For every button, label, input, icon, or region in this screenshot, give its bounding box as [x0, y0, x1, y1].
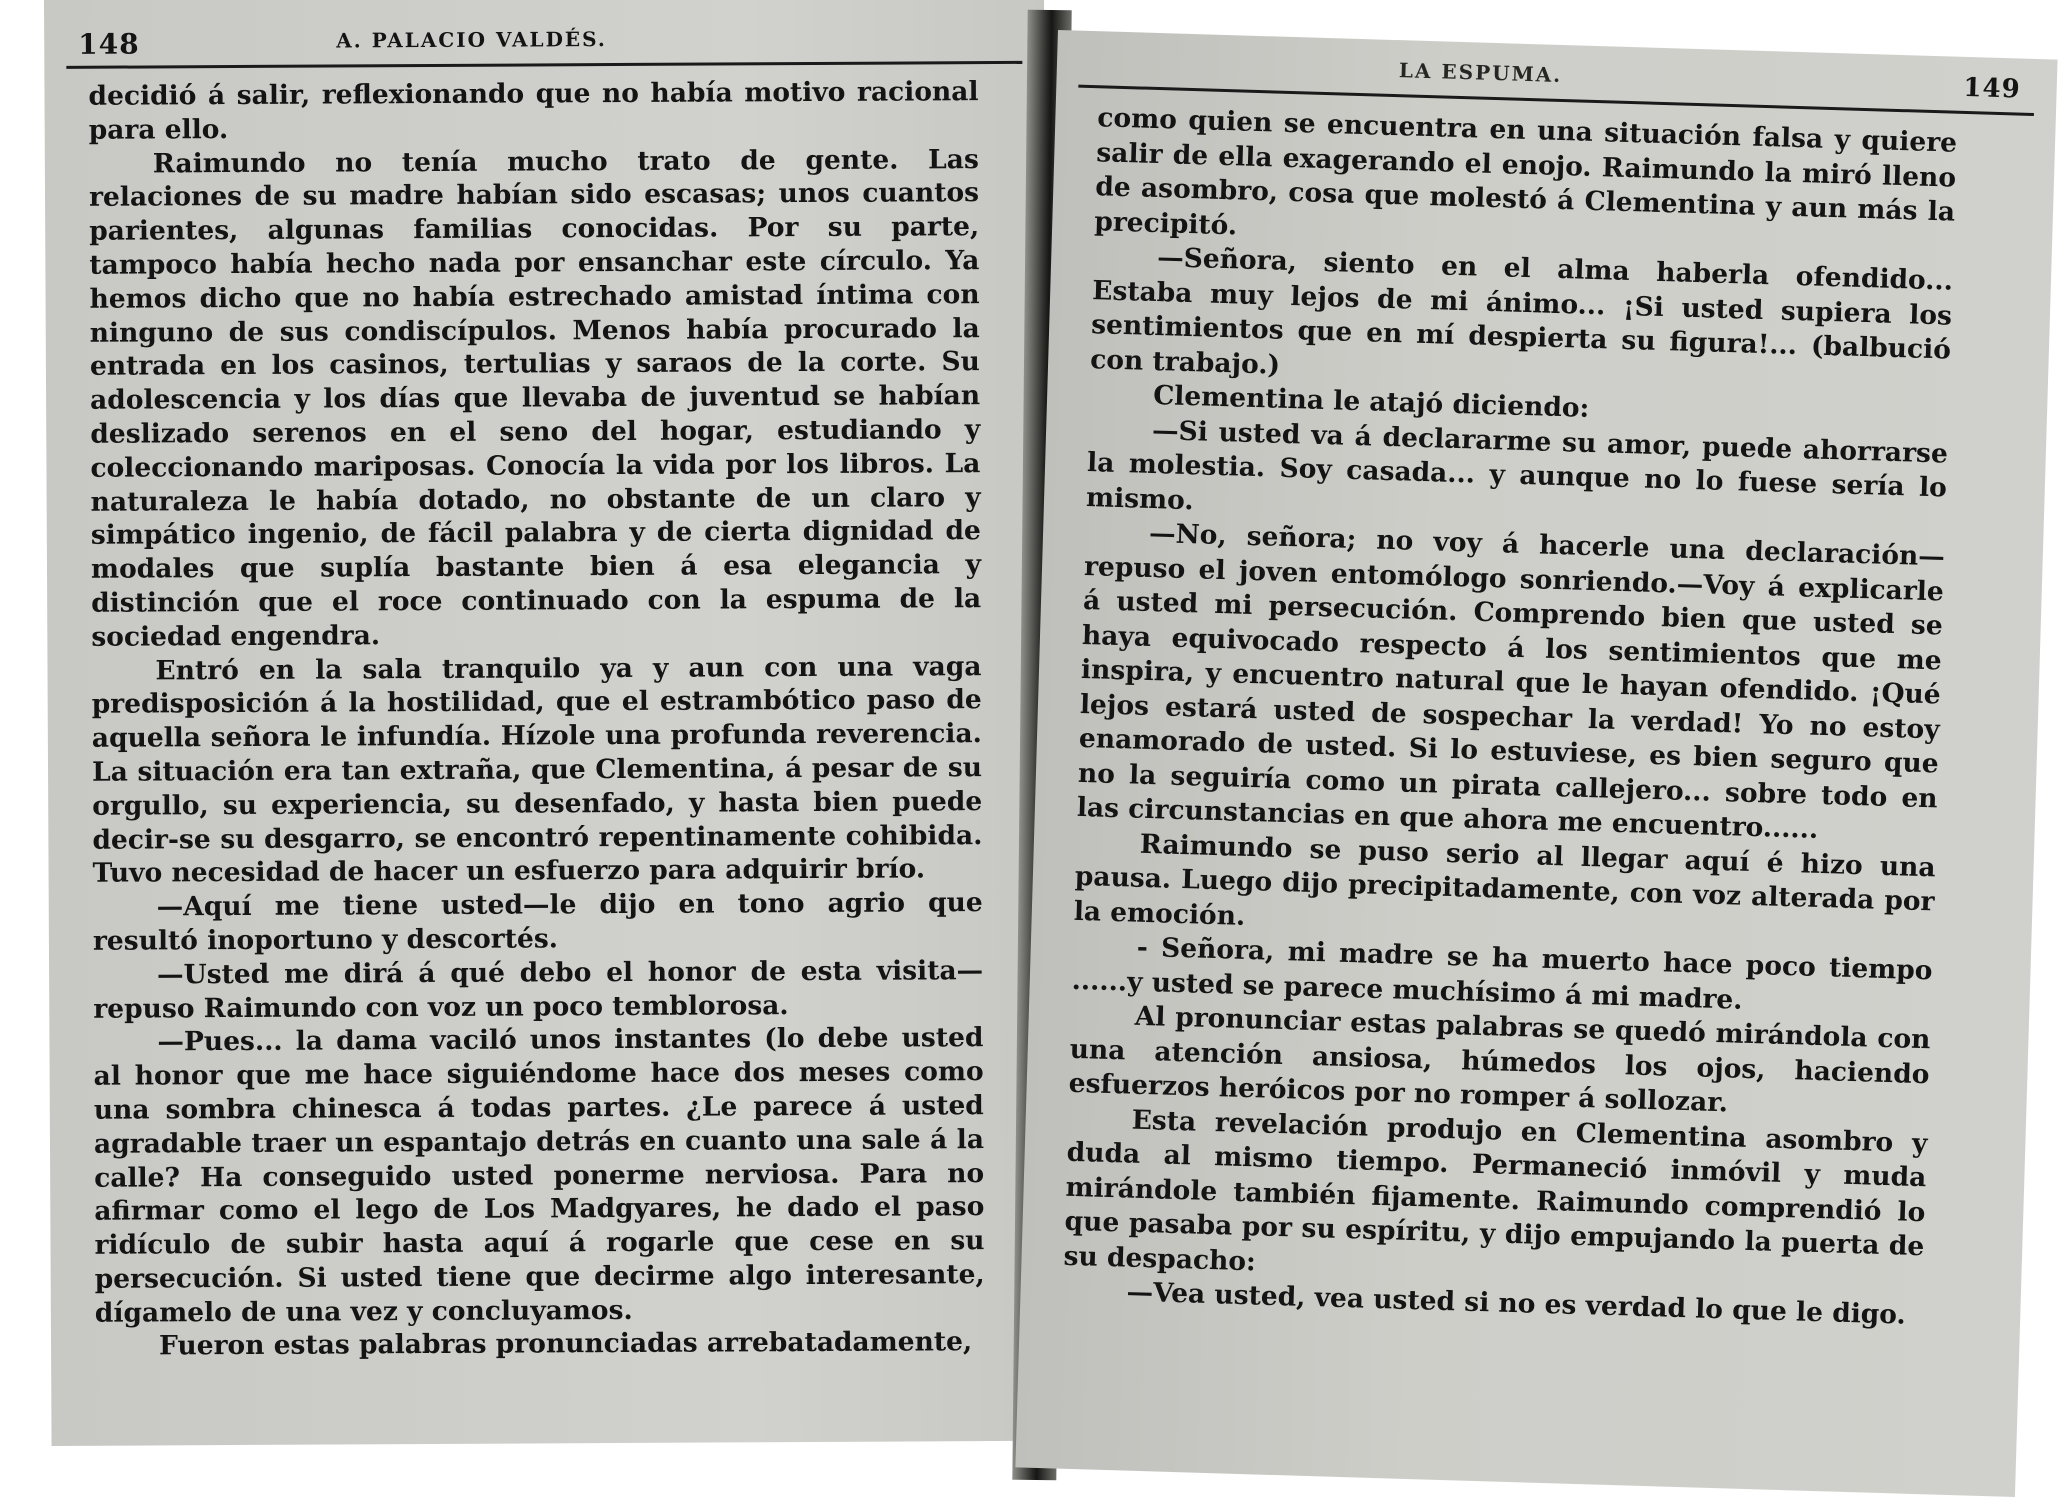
left-running-head: A. PALACIO VALDÉS.: [336, 27, 607, 53]
paragraph: Al pronunciar estas palabras se quedó mirándola con una atención ansiosa, húmedos los ojos, haciendo esfuerzos heróicos por no romper á sollozar.: [1068, 1000, 1931, 1119]
paragraph: decidió á salir, reflexionando que no había motivo racional para ello.: [88, 76, 979, 146]
paragraph: —Aquí me tiene usted—le dijo en tono agrio que resultó inoportuno y descortés.: [92, 887, 983, 957]
paragraph: - Señora, mi madre se ha muerto hace poco tiempo ......y usted se parece muchísimo á mi madre.: [1071, 931, 1933, 1016]
paragraph: Clementina le atajó diciendo:: [1152, 379, 1590, 424]
right-page: [1015, 30, 2057, 1497]
paragraph: —Si usted va á declararme su amor, puede ahorrarse la molestia. Soy casada... y aunque no lo fuese sería lo mismo.: [1085, 414, 1949, 516]
paragraph: —Pues... la dama vaciló unos instantes (lo debe usted al honor que me hace siguiéndome hace dos meses como una sombra chinesca á todas partes. ¿Le parece á usted agradable traer un espantajo detrás en cuanto una sale á la calle? Ha conseguido usted ponerme nerviosa. Para no afirmar como el lego de Los Madgyares, he dado el paso ridículo de subir hasta aquí á rogarle que cese en su persecución. Si usted tiene que decirme algo interesante, dígamelo de una vez y concluyamos.: [93, 1022, 985, 1329]
paragraph: —Vea usted, vea usted si no es verdad lo que le digo.: [1126, 1276, 1907, 1331]
paragraph: Entró en la sala tranquilo ya y aun con una vaga predisposición á la hostilidad, que el estrambótico paso de aquella señora le infundía. Hízole una profunda reverencia. La situación era tan extraña, que Clementina, á pesar de su orgullo, su experiencia, su desenfado, y hasta bien puede decir-se su desgarro, se encontró repentinamente cohibida. Tuvo necesidad de hacer un esfuerzo para adquirir brío.: [91, 650, 983, 890]
paragraph: —No, señora; no voy á hacerle una declaración—repuso el joven entomólogo sonriendo.—Voy á explicarle á usted mi persecución. Comprendo bien que usted se haya equivocado respecto á los sentimientos que me inspira, y encuentro natural que le hayan ofendido. ¡Qué lejos estará usted de sospechar la verdad! Yo no estoy enamorado de usted. Si lo estuviese, es bien seguro que no la seguiría como un pirata callejero... sobre todo en las circunstancias en que ahora me encuentro......: [1076, 517, 1946, 845]
paragraph: como quien se encuentra en una situación falsa y quiere salir de ella exagerando el enojo. Raimundo la miró lleno de asombro, cosa que molestó á Clementina y aun más la precipitó.: [1093, 102, 1958, 241]
right-running-head: LA ESPUMA.: [1398, 58, 1563, 87]
paragraph: Raimundo no tenía mucho trato de gente. Las relaciones de su madre habían sido escasas; unos cuantos parientes, algunas familias conocidas. Por su parte, tampoco había hecho nada por ensanchar este círculo. Ya hemos dicho que no había estrechado amistad íntima con ninguno de sus condiscípulos. Menos había procurado la entrada en los casinos, tertulias y saraos de la corte. Su adolescencia y los días que llevaba de juventud se habían deslizado serenos en el seno del hogar, estudiando y coleccionando mariposas. Conocía la vida por los libros. La naturaleza le había dotado, no obstante de un claro y simpático ingenio, de fácil palabra y de cierta dignidad de modales que suplía bastante bien á esa elegancia y distinción que el roce continuado con la espuma de la sociedad engendra.: [88, 143, 982, 653]
left-page-number: 148: [78, 27, 140, 61]
paragraph: —Señora, siento en el alma haberla ofendido... Estaba muy lejos de mi ánimo... ¡Si usted supiera los sentimientos que en mí despierta su figura!... (balbució con trabajo.): [1089, 242, 1954, 381]
paragraph: —Usted me dirá á qué debo el honor de esta visita—repuso Raimundo con voz un poco temblorosa.: [93, 954, 984, 1025]
left-page-text: [88, 75, 985, 1364]
left-page-header: [66, 17, 1022, 69]
paragraph: Esta revelación produjo en Clementina asombro y duda al mismo tiempo. Permaneció inmóvil y muda mirándole también fijamente. Raimundo comprendió lo que pasaba por su espíritu, y dijo empujando la puerta de su despacho:: [1063, 1104, 1928, 1277]
right-page-text: [1062, 101, 1957, 1333]
left-page: [44, 0, 1052, 1446]
right-page-number: 149: [1962, 72, 2022, 105]
paragraph: Fueron estas palabras pronunciadas arrebatadamente,: [158, 1326, 973, 1362]
paragraph: Raimundo se puso serio al llegar aquí é hizo una pausa. Luego dijo precipitadamente, con voz alterada por la emoción.: [1073, 828, 1937, 932]
